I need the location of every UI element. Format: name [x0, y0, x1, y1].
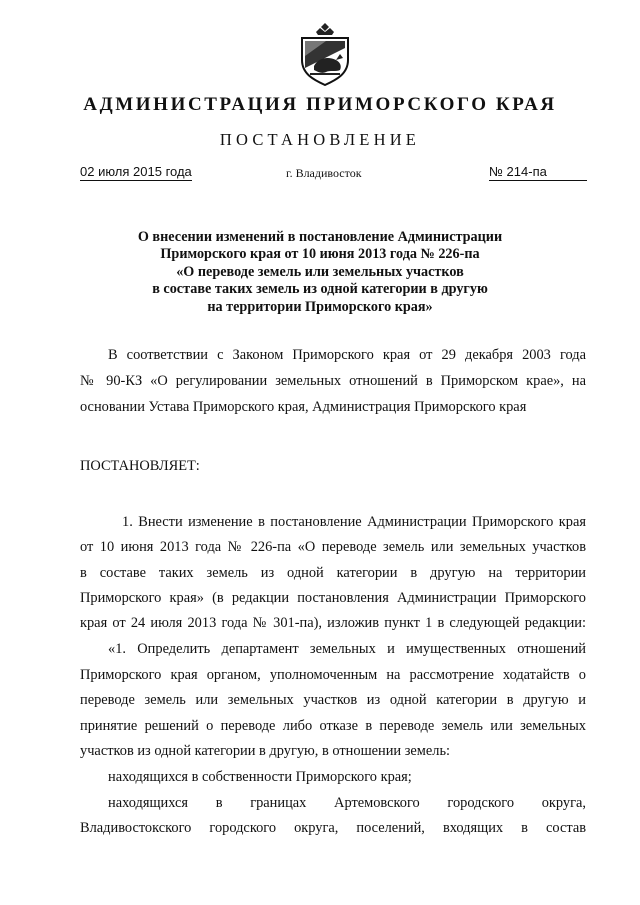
item1-line: 1. Внести изменение в постановление Администрации Приморского края — [122, 514, 586, 530]
title-line: на территории Приморского края» — [207, 298, 433, 315]
title-line: «О переводе земель или земельных участков — [176, 263, 464, 280]
quote-line: принятие решений о переводе либо отказе в переводе земель или земельных — [80, 718, 586, 734]
title-line: Приморского края от 10 июня 2013 года № 226-па — [160, 246, 480, 263]
quote-line: переводе земель или земельных участков из одной категории в другую и — [80, 692, 586, 708]
item1-line: от 10 июня 2013 года № 226-па «О переводе земель или земельных участков — [80, 539, 586, 555]
document-date: 02 июля 2015 года — [80, 164, 192, 179]
item1-line: Приморского края» (в редакции постановления Администрации Приморского — [80, 590, 586, 606]
resolves-heading: ПОСТАНОВЛЯЕТ: — [80, 458, 200, 474]
item1-line: края от 24 июля 2013 года № 301-па), изложив пункт 1 в следующей редакции: — [80, 615, 586, 631]
organization-name: АДМИНИСТРАЦИЯ ПРИМОРСКОГО КРАЯ — [83, 94, 557, 115]
preamble-line: № 90-КЗ «О регулировании земельных отношений в Приморском крае», на — [80, 373, 586, 389]
preamble-line: основании Устава Приморского края, Администрация Приморского края — [80, 399, 527, 415]
title-line: в составе таких земель из одной категории в другую — [152, 281, 488, 298]
quote-line: «1. Определить департамент земельных и имущественных отношений — [108, 641, 586, 657]
quote-line: находящихся в границах Артемовского городского округа, — [108, 795, 586, 811]
document-type: ПОСТАНОВЛЕНИЕ — [219, 130, 421, 149]
document-number: № 214-па — [489, 164, 587, 181]
document-city: г. Владивосток — [286, 166, 362, 180]
coat-of-arms-icon — [296, 22, 354, 86]
quote-line: Владивостокского городского округа, поселений, входящих в состав — [80, 820, 586, 836]
quote-line: Приморского края органом, уполномоченным на рассмотрение ходатайств о — [80, 667, 586, 683]
preamble-line: В соответствии с Законом Приморского края от 29 декабря 2003 года — [108, 347, 586, 363]
title-line: О внесении изменений в постановление Администрации — [137, 229, 503, 245]
quote-line: участков из одной категории в другую, в отношении земель: — [80, 743, 451, 759]
document-title — [110, 229, 530, 316]
quote-line: находящихся в собственности Приморского края; — [108, 769, 412, 785]
item1-line: в составе таких земель из одной категории в другую на территории — [80, 565, 586, 581]
